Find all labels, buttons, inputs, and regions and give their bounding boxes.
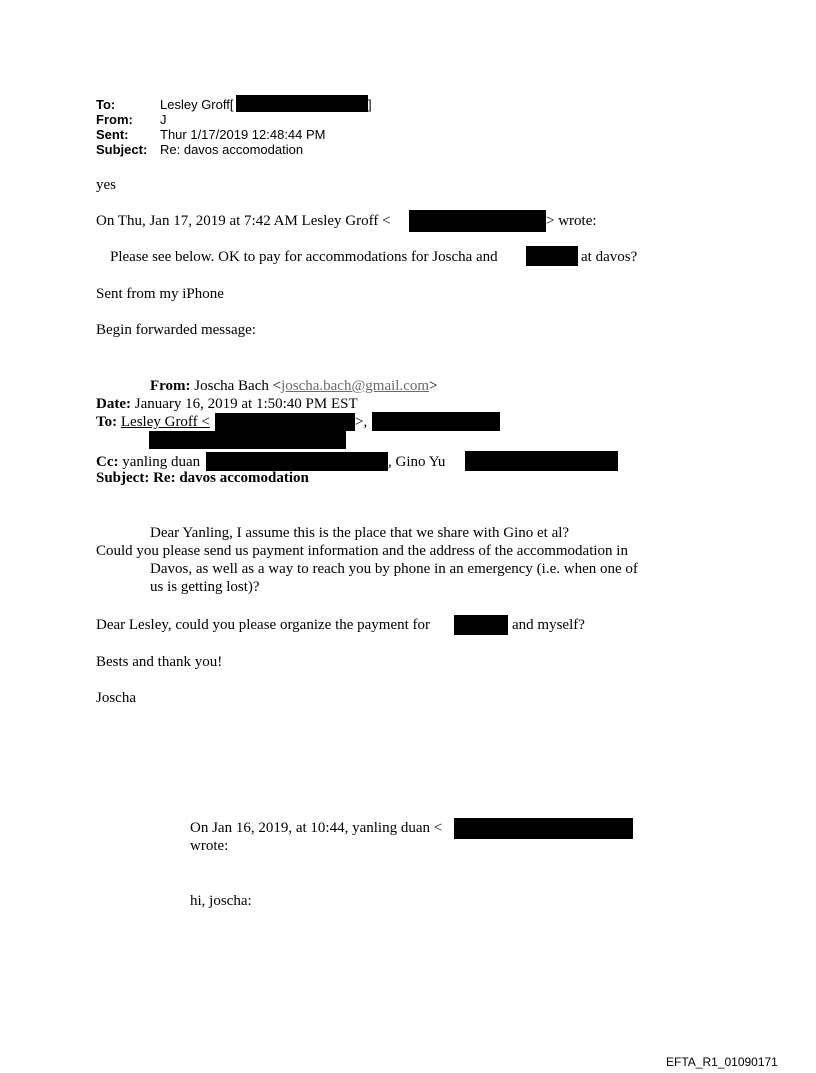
redaction-box: [526, 246, 578, 266]
fwd-cc-sep: , Gino Yu: [388, 454, 446, 470]
fwd-to-sep: >,: [355, 414, 368, 430]
fwd-from-label: From:: [150, 378, 191, 394]
sent-from-iphone: Sent from my iPhone: [96, 286, 224, 302]
to-close: ]: [368, 97, 372, 112]
redaction-box: [215, 413, 355, 431]
from-label: From:: [96, 112, 133, 127]
fwd-cc-label: Cc:: [96, 454, 119, 470]
sent-label: Sent:: [96, 127, 129, 142]
subject-value: Re: davos accomodation: [160, 142, 304, 157]
quote-header-wrote: > wrote:: [546, 213, 597, 229]
fwd-date-label: Date:: [96, 396, 131, 412]
joscha-lesley-line: Dear Lesley, could you please organize the payment for: [96, 617, 431, 633]
to-value: Lesley Groff[: [160, 97, 234, 112]
yanling-quote-wrote: wrote:: [190, 838, 229, 854]
redaction-box: [372, 412, 500, 431]
redaction-box: [149, 431, 346, 449]
joscha-msg-line1: Dear Yanling, I assume this is the place that we share with Gino et al?: [150, 525, 570, 541]
subject-label: Subject:: [96, 142, 148, 157]
quote-header-lesley: On Thu, Jan 17, 2019 at 7:42 AM Lesley Groff <: [96, 213, 391, 229]
fwd-to-line: [96, 413, 210, 431]
from-value: J: [160, 112, 167, 127]
redaction-box: [409, 210, 546, 232]
to-label: To:: [96, 97, 116, 112]
redaction-box: [465, 451, 618, 471]
fwd-from-close: >: [429, 378, 438, 394]
joscha-signature: Joscha: [96, 690, 136, 706]
joscha-thanks: Bests and thank you!: [96, 654, 223, 670]
fwd-cc-value: yanling duan: [122, 454, 201, 470]
fwd-from-email-link[interactable]: joscha.bach@gmail.com: [281, 378, 430, 394]
redaction-box: [454, 615, 508, 635]
fwd-date-value: January 16, 2019 at 1:50:40 PM EST: [134, 396, 358, 412]
lesley-request-line: Please see below. OK to pay for accommodations for Joscha and: [110, 249, 498, 265]
joscha-msg-line3: Davos, as well as a way to reach you by phone in an emergency (i.e. when one of: [150, 561, 638, 577]
fwd-date-line: [96, 395, 358, 413]
fwd-to-label: To:: [96, 414, 118, 430]
fwd-subject-line: Subject: Re: davos accomodation: [96, 470, 309, 486]
fwd-from-line: [150, 377, 437, 395]
redaction-box: [454, 818, 633, 839]
joscha-lesley-suffix: and myself?: [512, 617, 585, 633]
redaction-box: [236, 95, 368, 112]
begin-forwarded: Begin forwarded message:: [96, 322, 256, 338]
reply-text: yes: [96, 177, 116, 193]
fwd-to-value: Lesley Groff <: [120, 414, 210, 430]
yanling-greeting: hi, joscha:: [190, 893, 252, 909]
document-id: EFTA_R1_01090171: [666, 1055, 778, 1069]
joscha-msg-line4: us is getting lost)?: [150, 579, 260, 595]
sent-value: Thur 1/17/2019 12:48:44 PM: [160, 127, 326, 142]
fwd-from-name: Joscha Bach <: [194, 378, 282, 394]
yanling-quote-header: On Jan 16, 2019, at 10:44, yanling duan <: [190, 820, 443, 836]
lesley-request-suffix: at davos?: [581, 249, 638, 265]
joscha-msg-line2: Could you please send us payment information and the address of the accommodation in: [96, 543, 628, 559]
